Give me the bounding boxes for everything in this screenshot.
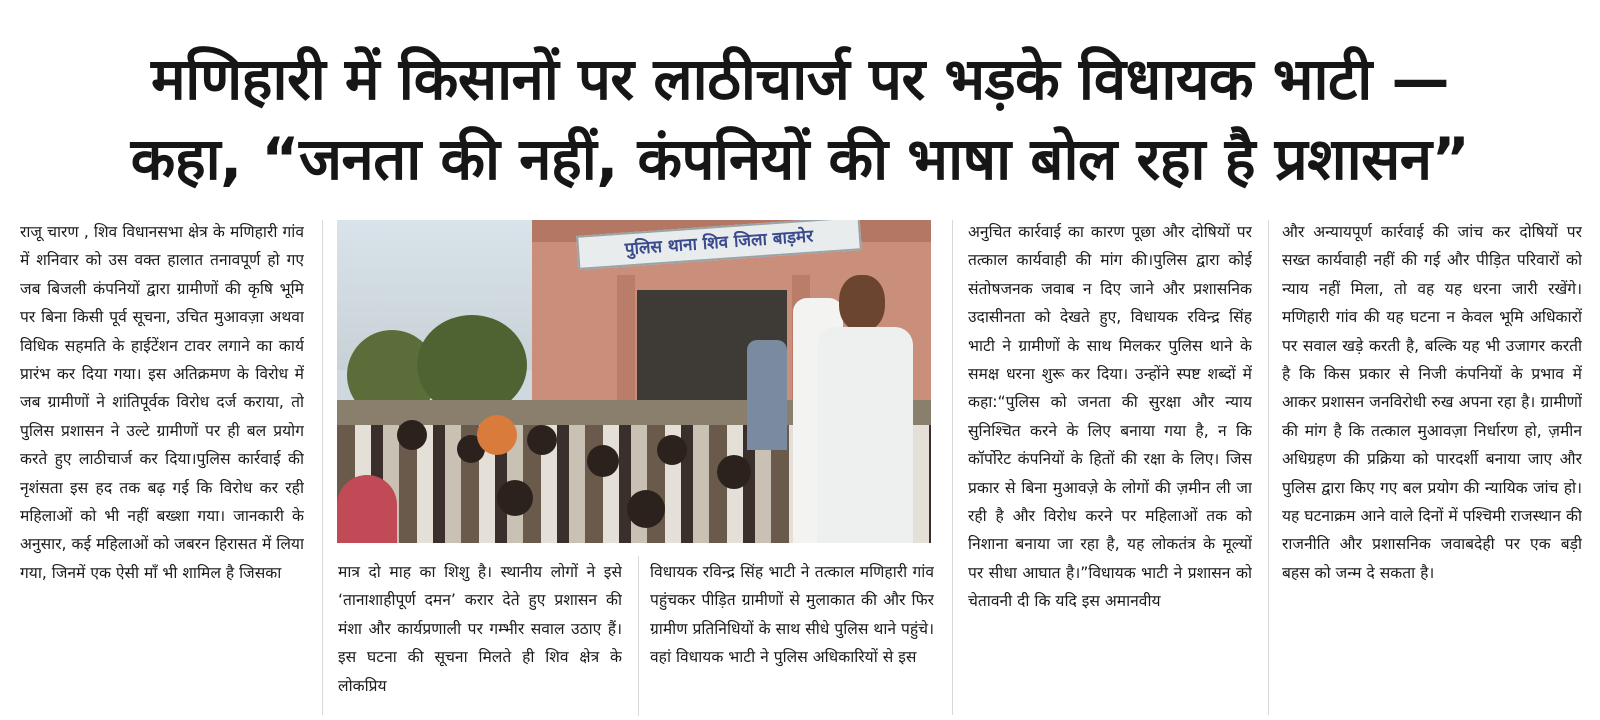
woman-pink-dupatta: [337, 475, 397, 543]
column-2-text: मात्र दो माह का शिशु है। स्थानीय लोगों ने इसे ‘तानाशाहीपूर्ण दमन’ करार देते हुए प्रशासन की मंशा और कार्यप्रणाली पर गम्भीर सवाल उठाए हैं।इस घटना की सूचना मिलते ही शिव क्षेत्र के लोकप्रिय: [338, 563, 622, 695]
column-1-text: राजू चारण , शिव विधानसभा क्षेत्र के मणिहारी गांव में शनिवार को उस वक्त हालात तनावपूर्ण हो गए जब बिजली कंपनियों द्वारा ग्रामीणों की कृषि भूमि पर बिना किसी पूर्व सूचना, उचित मुआवज़ा अथवा विधिक सहमति के हाईटेंशन टावर लगाने का कार्य प्रारंभ कर दिया गया। इस अतिक्रमण के विरोध में जब ग्रामीणों ने शांतिपूर्वक विरोध दर्ज कराया, तो पुलिस प्रशासन ने उल्टे ग्रामीणों पर ही बल प्रयोग करते हुए लाठीचार्ज कर दिया।पुलिस कार्रवाई की नृशंसता इस हद तक बढ़ गई कि विरोध कर रही महिलाओं को भी नहीं बख्शा गया। जानकारी के अनुसार, कई महिलाओं को जबरन हिरासत में लिया गया, जिनमें एक ऐसी माँ भी शामिल है जिसका: [20, 223, 304, 582]
crowd-head: [657, 435, 687, 465]
crowd-head: [497, 480, 533, 516]
crowd-head: [717, 455, 751, 489]
article-column-3: [650, 558, 934, 718]
column-4-text: अनुचित कार्रवाई का कारण पूछा और दोषियों पर तत्काल कार्यवाही की मांग की।पुलिस द्वारा कोई संतोषजनक जवाब न दिए जाने और प्रशासनिक उदासीनता को देखते हुए, विधायक रविन्द्र सिंह भाटी ने ग्रामीणों के साथ मिलकर पुलिस थाने के समक्ष धरना शुरू कर दिया। उन्होंने स्पष्ट शब्दों में कहा:“पुलिस को जनता की सुरक्षा और न्याय सुनिश्चित करने के लिए बनाया गया है, न कि कॉर्पोरेट कंपनियों के हितों की रक्षा के लिए। जिस प्रकार से बिना मुआवज़े के लोगों की ज़मीन ली जा रही है और विरोध करने पर महिलाओं तक को निशाना बनाया जा रहा है, यह लोकतंत्र के मूल्यों पर सीधा आघात है।”विधायक भाटी ने प्रशासन को चेतावनी दी कि यदि इस अमानवीय: [968, 223, 1252, 611]
column-divider: [322, 220, 323, 715]
headline-line-2: कहा, “जनता की नहीं, कंपनियों की भाषा बोल रहा है प्रशासन”: [130, 125, 1470, 194]
headline-line-1: मणिहारी में किसानों पर लाठीचार्ज पर भड़के विधायक भाटी —: [151, 45, 1449, 114]
crowd-head: [587, 445, 619, 477]
article-column-1: [20, 218, 304, 718]
column-divider: [952, 220, 953, 715]
man-shirt: [817, 327, 913, 543]
police-station-sign: पुलिस थाना शिव जिला बाड़मेर: [576, 220, 862, 270]
column-divider: [1268, 220, 1269, 715]
article-column-2: [338, 558, 622, 718]
article-column-5: [1282, 218, 1582, 718]
column-divider: [638, 556, 639, 716]
column-3-text: विधायक रविन्द्र सिंह भाटी ने तत्काल मणिहारी गांव पहुंचकर पीड़ित ग्रामीणों से मुलाकात की और फिर ग्रामीण प्रतिनिधियों के साथ सीधे पुलिस थाने पहुंचे। वहां विधायक भाटी ने पुलिस अधिकारियों से इस: [650, 563, 934, 667]
standing-man: [747, 340, 787, 450]
column-5-text: और अन्यायपूर्ण कार्रवाई की जांच कर दोषियों पर सख्त कार्यवाही नहीं की गई और पीड़ित परिवारों को न्याय नहीं मिला, तो वह यह धरना जारी रखेंगे।मणिहारी गांव की यह घटना न केवल भूमि अधिकारों पर सवाल खड़े करती है, बल्कि यह भी उजागर करती है कि किस प्रकार से निजी कंपनियों के प्रभाव में आकर प्रशासन जनविरोधी रुख अपना रहा है। ग्रामीणों की मांग है कि तत्काल मुआवज़ा निर्धारण हो, ज़मीन अधिग्रहण की प्रक्रिया को पारदर्शी बनाया जाए और पुलिस द्वारा किए गए बल प्रयोग की न्यायिक जांच हो।यह घटनाक्रम आने वाले दिनों में पश्चिमी राजस्थान की राजनीति और प्रशासनिक जवाबदेही पर एक बड़ी बहस को जन्म दे सकता है।: [1282, 223, 1582, 582]
crowd-head: [527, 425, 557, 455]
standing-man-foreground: [817, 275, 915, 543]
article-column-4: [968, 218, 1252, 718]
woman-orange-dupatta: [477, 415, 517, 455]
crowd-head: [627, 490, 665, 528]
crowd-head: [397, 420, 427, 450]
man-head: [839, 275, 885, 331]
headline: [0, 39, 1600, 199]
news-photo: [337, 220, 931, 543]
